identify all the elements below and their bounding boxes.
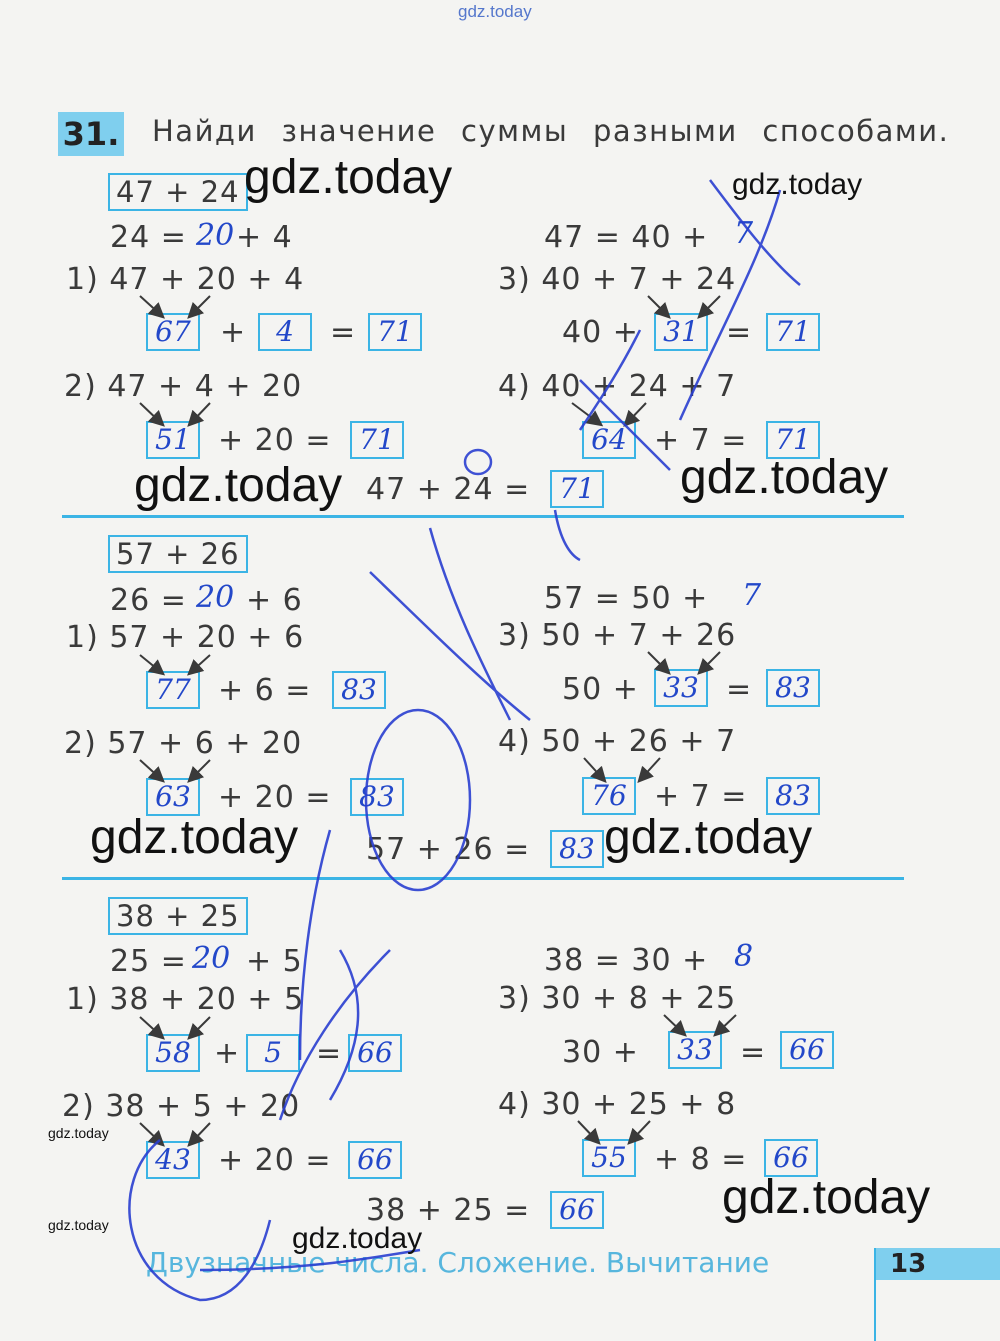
method-4-result: 71 (766, 421, 820, 459)
method-2-result: 66 (348, 1141, 402, 1179)
method-3-result: 83 (766, 669, 820, 707)
method-3-partial: 33 (668, 1031, 722, 1069)
method-3-partial: 33 (654, 669, 708, 707)
method-2: 2) 57 + 6 + 20 (64, 726, 303, 761)
watermark: gdz.today (604, 811, 813, 864)
method-1-result: 66 (348, 1034, 402, 1072)
method-2-rest: + 20 = (218, 1143, 332, 1178)
method-3-equals: = (726, 672, 753, 707)
method-1-plus: + (214, 1036, 241, 1071)
method-3-left: 30 + (562, 1035, 639, 1070)
split-2-label: 47 = 40 + (544, 220, 709, 255)
method-2-partial: 43 (146, 1141, 200, 1179)
split-tens: 20 (196, 218, 235, 253)
split-rest: + 5 (246, 944, 303, 979)
page-number: 13 (876, 1248, 1000, 1280)
watermark: gdz.today (244, 151, 453, 204)
scribble-overlay (129, 180, 800, 1300)
method-4-partial: 64 (582, 421, 636, 459)
method-1: 1) 38 + 20 + 5 (66, 982, 305, 1017)
method-2-partial: 51 (146, 421, 200, 459)
watermark: gdz.today (48, 1217, 109, 1233)
final-result: 71 (550, 470, 604, 508)
method-3: 3) 50 + 7 + 26 (498, 618, 737, 653)
method-1-plus: + (220, 315, 247, 350)
watermark: gdz.today (48, 1125, 109, 1141)
method-3-left: 40 + (562, 315, 639, 350)
method-1-partial: 67 (146, 313, 200, 351)
method-1-result: 71 (368, 313, 422, 351)
method-3: 3) 40 + 7 + 24 (498, 262, 737, 297)
expression-box: 57 + 26 (108, 535, 248, 573)
method-4-partial: 76 (582, 777, 636, 815)
method-2-result: 83 (350, 778, 404, 816)
top-watermark: gdz.today (458, 2, 532, 21)
method-4-partial: 55 (582, 1139, 636, 1177)
method-3-equals: = (740, 1035, 767, 1070)
method-3-equals: = (726, 315, 753, 350)
method-4: 4) 40 + 24 + 7 (498, 369, 737, 404)
method-2-rest: + 20 = (218, 780, 332, 815)
method-3: 3) 30 + 8 + 25 (498, 981, 737, 1016)
method-1-rest: + 6 = (218, 673, 312, 708)
split-label: 25 = (110, 944, 187, 979)
split-tens: 20 (192, 941, 231, 976)
method-4: 4) 30 + 25 + 8 (498, 1087, 737, 1122)
method-4-result: 66 (764, 1139, 818, 1177)
split-rest: + 6 (246, 583, 303, 618)
expression-box: 38 + 25 (108, 897, 248, 935)
split-2-value: 7 (734, 216, 754, 251)
final-result: 66 (550, 1191, 604, 1229)
method-1-result: 83 (332, 671, 386, 709)
method-4-result: 83 (766, 777, 820, 815)
method-2-rest: + 20 = (218, 423, 332, 458)
split-2-label: 57 = 50 + (544, 581, 709, 616)
task-title: Найди значение суммы разными способами. (152, 114, 950, 148)
final-expression: 47 + 24 = (366, 472, 531, 507)
split-2-value: 8 (734, 939, 754, 974)
task-number: 31. (58, 112, 124, 156)
method-4-rest: + 7 = (654, 423, 748, 458)
watermark: gdz.today (90, 811, 299, 864)
method-1-second: 5 (246, 1034, 300, 1072)
watermark: gdz.today (732, 168, 863, 201)
split-rest: + 4 (236, 220, 293, 255)
watermark: gdz.today (722, 1171, 931, 1224)
expression-box: 47 + 24 (108, 173, 248, 211)
final-result: 83 (550, 830, 604, 868)
split-label: 24 = (110, 220, 187, 255)
watermark: gdz.today (680, 451, 889, 504)
method-1-partial: 58 (146, 1034, 200, 1072)
method-1-second: 4 (258, 313, 312, 351)
split-2-value: 7 (742, 578, 762, 613)
footer-title: Двузначные числа. Сложение. Вычитание (146, 1246, 770, 1279)
method-2-partial: 63 (146, 778, 200, 816)
watermark: gdz.today (134, 459, 343, 512)
split-tens: 20 (196, 580, 235, 615)
method-4: 4) 50 + 26 + 7 (498, 724, 737, 759)
final-expression: 57 + 26 = (366, 832, 531, 867)
method-3-left: 50 + (562, 672, 639, 707)
method-1-partial: 77 (146, 671, 200, 709)
method-4-rest: + 8 = (654, 1142, 748, 1177)
split-label: 26 = (110, 583, 187, 618)
final-expression: 38 + 25 = (366, 1193, 531, 1228)
method-1: 1) 57 + 20 + 6 (66, 620, 305, 655)
method-1-equals: = (330, 315, 357, 350)
method-3-result: 71 (766, 313, 820, 351)
method-2: 2) 47 + 4 + 20 (64, 369, 303, 404)
method-2-result: 71 (350, 421, 404, 459)
method-1-equals: = (316, 1036, 343, 1071)
method-3-partial: 31 (654, 313, 708, 351)
watermark: gdz.today (292, 1222, 423, 1255)
split-2-label: 38 = 30 + (544, 943, 709, 978)
method-2: 2) 38 + 5 + 20 (62, 1089, 301, 1124)
method-3-result: 66 (780, 1031, 834, 1069)
method-1: 1) 47 + 20 + 4 (66, 262, 305, 297)
method-4-rest: + 7 = (654, 779, 748, 814)
